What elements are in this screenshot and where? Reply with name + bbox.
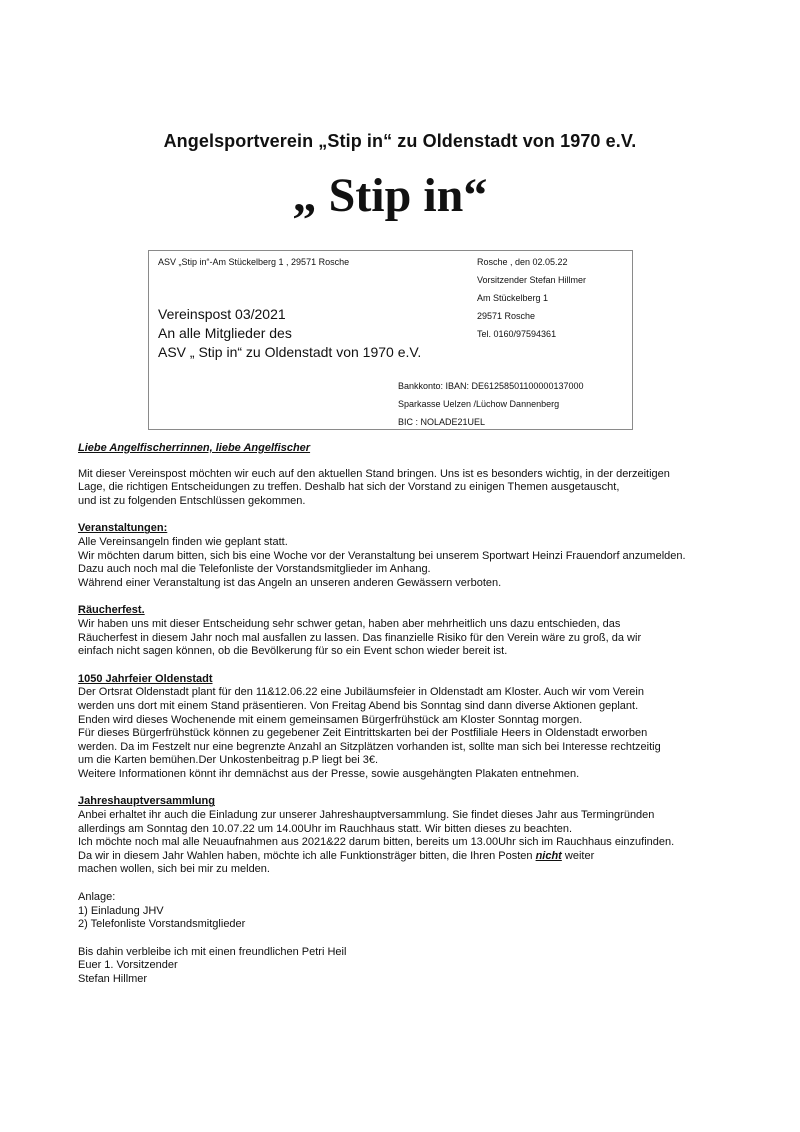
club-name-heading: Angelsportverein „Stip in“ zu Oldenstadt von 1970 e.V. [163, 131, 637, 151]
section-annual-meeting [78, 795, 768, 877]
bank-iban: Bankkonto: IBAN: DE61258501100000137000 [398, 381, 584, 391]
club-title: „ Stip in“ [292, 169, 488, 222]
closing-line: Euer 1. Vorsitzender [78, 959, 178, 972]
sender-address-line: ASV „Stip in“-Am Stückelberg 1 , 29571 Rosche [158, 257, 350, 267]
contact-phone: Tel. 0160/97594361 [477, 329, 557, 339]
intro-paragraph: Mit dieser Vereinspost möchten wir euch auf den aktuellen Stand bringen. Uns ist es besonders wichtig, in der derzeitigen Lage, die richtigen Entscheidungen zu treffen. Deshalb hat sich der Vorstand zu einigen Themen ausgetauscht, und ist zu folgenden Entschlüssen gekommen. [78, 467, 670, 507]
section-text: Alle Vereinsangeln finden wie geplant statt. Wir möchten darum bitten, sich bis eine Woche vor der Veranstaltung bei unserem Sportwart Heinzi Frauendorf anzumelden. Dazu auch noch mal die Telefonliste der Vorstandsmitglieder im Anhang. Während einer Veranstaltung ist das Angeln an unseren anderen Gewässern verboten. [78, 535, 686, 589]
bank-name: Sparkasse Uelzen /Lüchow Dannenberg [398, 399, 560, 409]
attachment-item: 1) Einladung JHV [78, 904, 164, 917]
section-heading: Jahreshauptversammlung [78, 795, 215, 808]
recipient-line: An alle Mitglieder des [158, 325, 292, 341]
attachment-item: 2) Telefonliste Vorstandsmitglieder [78, 918, 246, 931]
signature-name: Stefan Hillmer [78, 973, 148, 985]
bank-bic: BIC : NOLADE21UEL [398, 417, 486, 427]
bank-details [398, 381, 583, 435]
text-after-emphasis: weiter machen wollen, sich bei mir zu melden. [78, 849, 595, 876]
section-events [78, 522, 768, 590]
closing-line: Bis dahin verbleibe ich mit einen freundlichen Petri Heil [78, 945, 347, 958]
section-text: Der Ortsrat Oldenstadt plant für den 11&12.06.22 eine Jubiläumsfeier in Oldenstadt am Kloster. Auch wir vom Verein werden uns dort mit einem Stand präsentieren. Von Freitag Abend bis Sonntag sind dann diverse Aktionen geplant. Enden wird dieses Wochenende mit einem gemeinsamen Bürgerfrühstück am Kloster Sonntag morgen. Für dieses Bürgerfrühstück können zu gegebener Zeit Eintrittskarten bei der Postfiliale Heers in Oldenstadt erworben werden. Da im Festzelt nur eine begrenzte Anzahl an Sitzplätzen vorhanden ist, sollte man sich bei Interesse rechtzeitig um die Karten bemühen.Der Unkostenbeitrag p.P liegt bei 3€. Weitere Informationen könnt ihr demnächst aus der Presse, sowie ausgehängten Plakaten entnehmen. [78, 686, 661, 780]
closing-block [78, 946, 768, 987]
recipient-block [158, 305, 421, 362]
letter-body [78, 442, 768, 987]
contact-block [477, 257, 586, 347]
section-text: Wir haben uns mit dieser Entscheidung sehr schwer getan, haben aber mehrheitlich uns dazu entschieden, das Räucherfest in diesem Jahr noch mal ausfallen zu lassen. Das finanzielle Risiko für den Verein wäre zu groß, da wir einfach nicht sagen können, ob die Bevölkerung für so ein Event schon wieder bereit ist. [78, 617, 642, 658]
recipient-line: ASV „ Stip in“ zu Oldenstadt von 1970 e.V. [158, 344, 422, 360]
letterhead-box [148, 250, 633, 430]
recipient-line: Vereinspost 03/2021 [158, 306, 286, 322]
emphasis-word: nicht [535, 849, 562, 862]
text-before-emphasis: Anbei erhaltet ihr auch die Einladung zur unserer Jahreshauptversammlung. Sie findet dieses Jahr aus Termingründen allerdings am Sonntag den 10.07.22 um 14.00Uhr im Rauchhaus statt. Wir bitten dieses zu beachten. Ich möchte noch mal alle Neuaufnahmen aus 2021&22 darum bitten, bereits um 13.00Uhr sich im Rauchhaus einzufinden. Da wir in diesem Jahr Wahlen haben, möchte ich alle Funktionsträger bitten, die Ihren Posten [78, 809, 675, 862]
section-heading: 1050 Jahrfeier Oldenstadt [78, 672, 213, 685]
section-heading: Veranstaltungen: [78, 522, 168, 535]
section-text [78, 809, 768, 877]
contact-street: Am Stückelberg 1 [477, 293, 549, 303]
contact-city: 29571 Rosche [477, 311, 536, 321]
section-smoking-festival [78, 604, 768, 658]
attachments-label: Anlage: [78, 891, 116, 904]
section-anniversary [78, 673, 768, 782]
contact-name: Vorsitzender Stefan Hillmer [477, 275, 587, 285]
letter-date: Rosche , den 02.05.22 [477, 257, 568, 267]
salutation: Liebe Angelfischerrinnen, liebe Angelfischer [78, 442, 311, 454]
section-heading: Räucherfest. [78, 604, 145, 617]
attachments-block [78, 891, 768, 932]
